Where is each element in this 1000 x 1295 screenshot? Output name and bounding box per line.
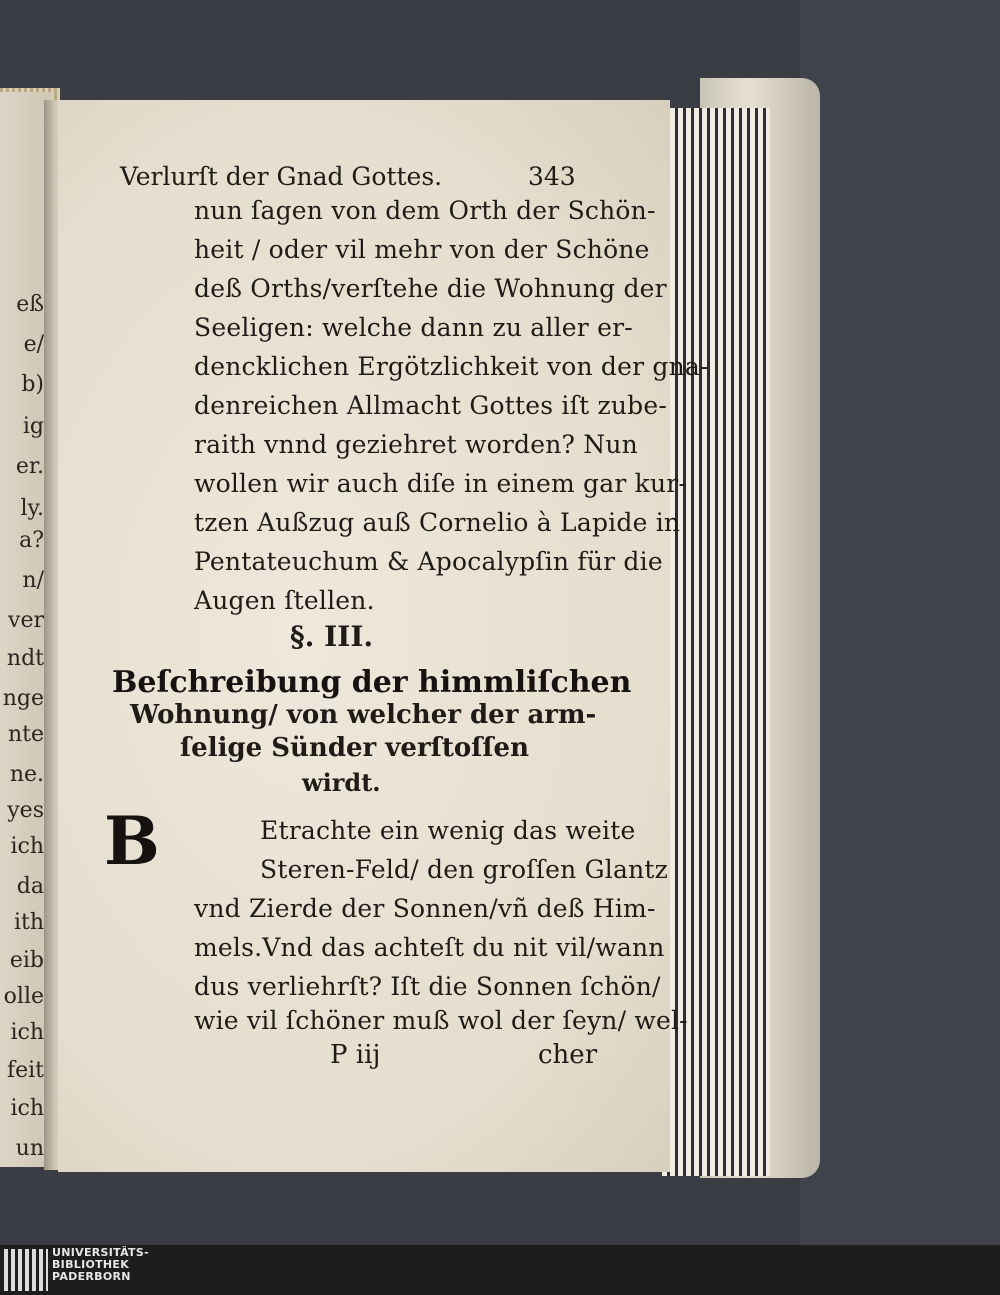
left-fragment: b) xyxy=(21,372,44,397)
left-fragment: yes xyxy=(7,798,44,823)
left-fragment: un xyxy=(15,1136,44,1161)
left-fragment: feit xyxy=(6,1058,44,1083)
signature-mark: P iij xyxy=(330,1040,381,1070)
left-fragment: nge xyxy=(2,686,44,711)
library-logo-icon xyxy=(4,1249,48,1291)
text-line: raith vnnd geziehret worden? Nun xyxy=(194,430,638,459)
section-title-line: Beſchreibung der himmliſchen xyxy=(112,665,632,700)
section-title-line: Wohnung/ von welcher der arm- xyxy=(130,700,597,730)
text-line: Steren-Feld/ den groſſen Glantz xyxy=(260,855,668,884)
text-line: vnd Zierde der Sonnen/vñ deß Him- xyxy=(194,894,656,923)
logo-line: PADERBORN xyxy=(52,1270,131,1283)
left-fragment: er. xyxy=(15,454,44,479)
text-line: heit / oder vil mehr von der Schöne xyxy=(194,235,650,264)
library-logo-text xyxy=(52,1247,149,1283)
left-fragment: ndt xyxy=(6,646,44,671)
section-title-line: ſelige Sünder verſtoſſen xyxy=(180,733,530,763)
left-fragment: a? xyxy=(19,528,44,553)
text-line: denreichen Allmacht Gottes iſt zube- xyxy=(194,391,667,420)
text-line: dus verliehrſt? Iſt die Sonnen ſchön/ xyxy=(194,972,661,1001)
logo-line: UNIVERSITÄTS- xyxy=(52,1246,149,1259)
drop-cap: B xyxy=(104,802,160,880)
text-line: dencklichen Ergötzlichkeit von der gna- xyxy=(194,352,709,381)
logo-line: BIBLIOTHEK xyxy=(52,1258,130,1271)
left-fragment: eß xyxy=(16,292,44,317)
left-fragment: ich xyxy=(10,1096,44,1121)
left-fragment: ly. xyxy=(20,496,44,521)
text-line: tzen Außzug auß Cornelio à Lapide in xyxy=(194,508,681,537)
left-fragment: nte xyxy=(7,722,44,747)
text-line: mels.Vnd das achteſt du nit vil/wann xyxy=(194,933,665,962)
text-line: deß Orths/verſtehe die Wohnung der xyxy=(194,274,667,303)
left-fragment: olle xyxy=(3,984,44,1009)
text-line: Pentateuchum & Apocalypſin für die xyxy=(194,547,663,576)
left-fragment: e/ xyxy=(23,332,44,357)
left-fragment: da xyxy=(16,874,44,899)
text-line: Augen ſtellen. xyxy=(194,586,375,615)
text-line: Etrachte ein wenig das weite xyxy=(260,816,636,845)
left-fragment: ich xyxy=(10,1020,44,1045)
left-fragment: ne. xyxy=(9,762,44,787)
text-line: wie vil ſchöner muß wol der ſeyn/ wel- xyxy=(194,1006,688,1035)
left-fragment: ich xyxy=(10,834,44,859)
catchword: cher xyxy=(538,1040,598,1070)
page-number: 343 xyxy=(528,162,576,191)
background-right xyxy=(800,0,1000,1245)
left-fragment: ith xyxy=(13,910,44,935)
section-mark: §. III. xyxy=(290,620,374,653)
left-fragment: ig xyxy=(22,414,44,439)
section-title-line: wirdt. xyxy=(302,768,381,797)
text-line: Seeligen: welche dann zu aller er- xyxy=(194,313,633,342)
running-head: Verlurſt der Gnad Gottes. xyxy=(120,162,443,191)
text-line: wollen wir auch diſe in einem gar kur- xyxy=(194,469,688,498)
left-fragment: n/ xyxy=(22,568,44,593)
left-fragment: eib xyxy=(9,948,44,973)
footer-bar xyxy=(0,1245,1000,1295)
text-line: nun ſagen von dem Orth der Schön- xyxy=(194,196,656,225)
left-fragment: ver xyxy=(8,608,44,633)
